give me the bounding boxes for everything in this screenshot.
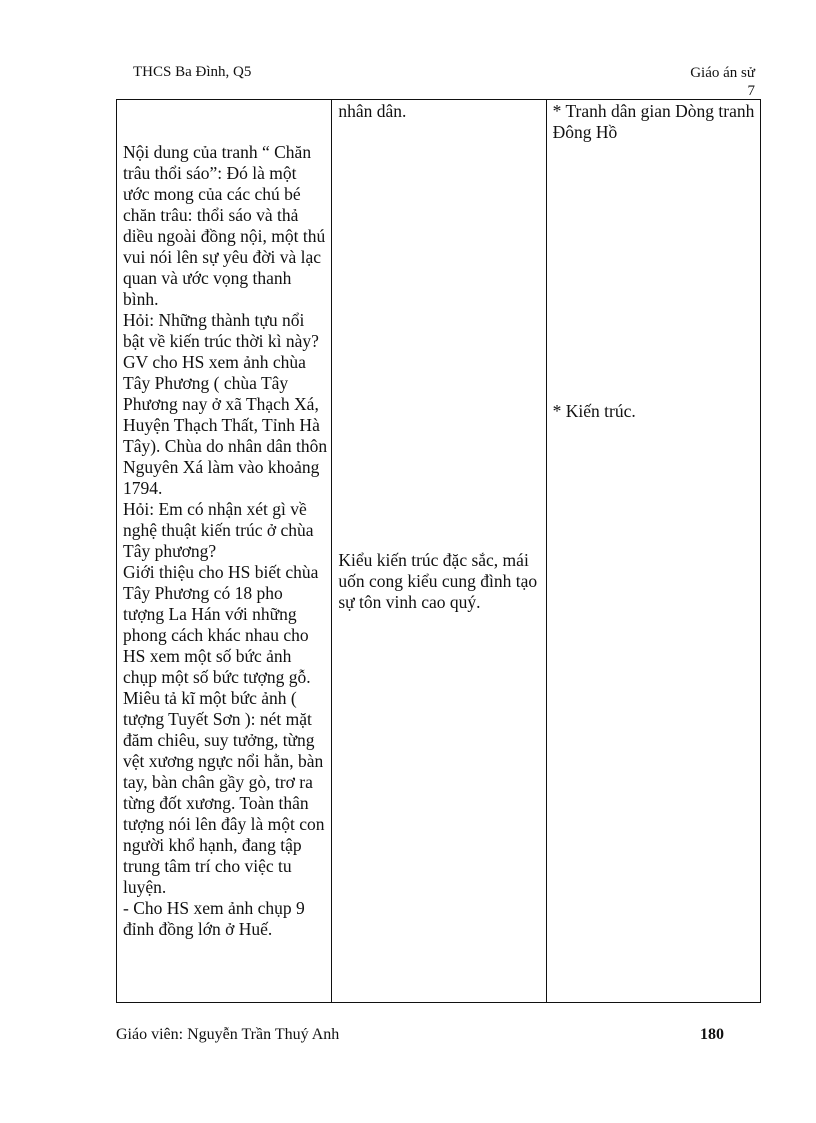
paragraph: Nội dung của tranh “ Chăn trâu thổi sáo”: Đó là một ước mong của các chú bé chăn trâu: thổi sáo và thả diều ngoài đồng nội, một thú vui nói lên sự yêu đời và lạc quan và ước vọng thanh bình. xyxy=(123,142,326,309)
paragraph: - Cho HS xem ảnh chụp 9 đỉnh đồng lớn ở Huế. xyxy=(123,898,305,939)
table-row xyxy=(117,100,761,1003)
paragraph: Hỏi: Em có nhận xét gì về nghệ thuật kiến trúc ở chùa Tây phương? xyxy=(123,499,314,561)
header-subject-label: Giáo án sử xyxy=(690,65,755,81)
teacher-activity-text xyxy=(117,100,331,940)
lesson-table xyxy=(116,99,761,1003)
page-number: 180 xyxy=(700,1026,724,1043)
folk-painting-heading: * Tranh dân gian Dòng tranh Đông Hồ xyxy=(552,101,755,142)
content-cell xyxy=(546,100,760,1003)
teacher-name: Giáo viên: Nguyễn Trần Thuý Anh xyxy=(116,1026,340,1043)
paragraph: Giới thiệu cho HS biết chùa Tây Phương có 18 pho tượng La Hán với những phong cách khác nhau cho HS xem một số bức ảnh chụp một số bức tượng gỗ. Miêu tả kĩ một bức ảnh ( tượng Tuyết Sơn ): nét mặt đăm chiêu, suy tưởng, từng vệt xương ngực nổi hằn, bàn tay, bàn chân gầy gò, trơ ra từng đốt xương. Toàn thân tượng nói lên đây là một con người khổ hạnh, đang tập trung tâm trí cho việc tu luyện. xyxy=(123,562,325,897)
architecture-answer: Kiểu kiến trúc đặc sắc, mái uốn cong kiểu cung đình tạo sự tôn vinh cao quý. xyxy=(338,550,538,612)
header-grade: 7 xyxy=(747,83,755,99)
student-activity-cell xyxy=(332,100,546,1003)
student-top-text: nhân dân. xyxy=(338,101,407,121)
architecture-heading: * Kiến trúc. xyxy=(552,401,636,421)
header-subject xyxy=(672,64,755,100)
paragraph: Hỏi: Những thành tựu nổi bật về kiến trúc thời kì này? xyxy=(123,310,319,351)
teacher-activity-cell xyxy=(117,100,332,1003)
paragraph: GV cho HS xem ảnh chùa Tây Phương ( chùa Tây Phương nay ở xã Thạch Xá, Huyện Thạch Thất, Tỉnh Hà Tây). Chùa do nhân dân thôn Nguyên Xá làm vào khoảng 1794. xyxy=(123,352,328,498)
header-school: THCS Ba Đình, Q5 xyxy=(133,64,252,80)
